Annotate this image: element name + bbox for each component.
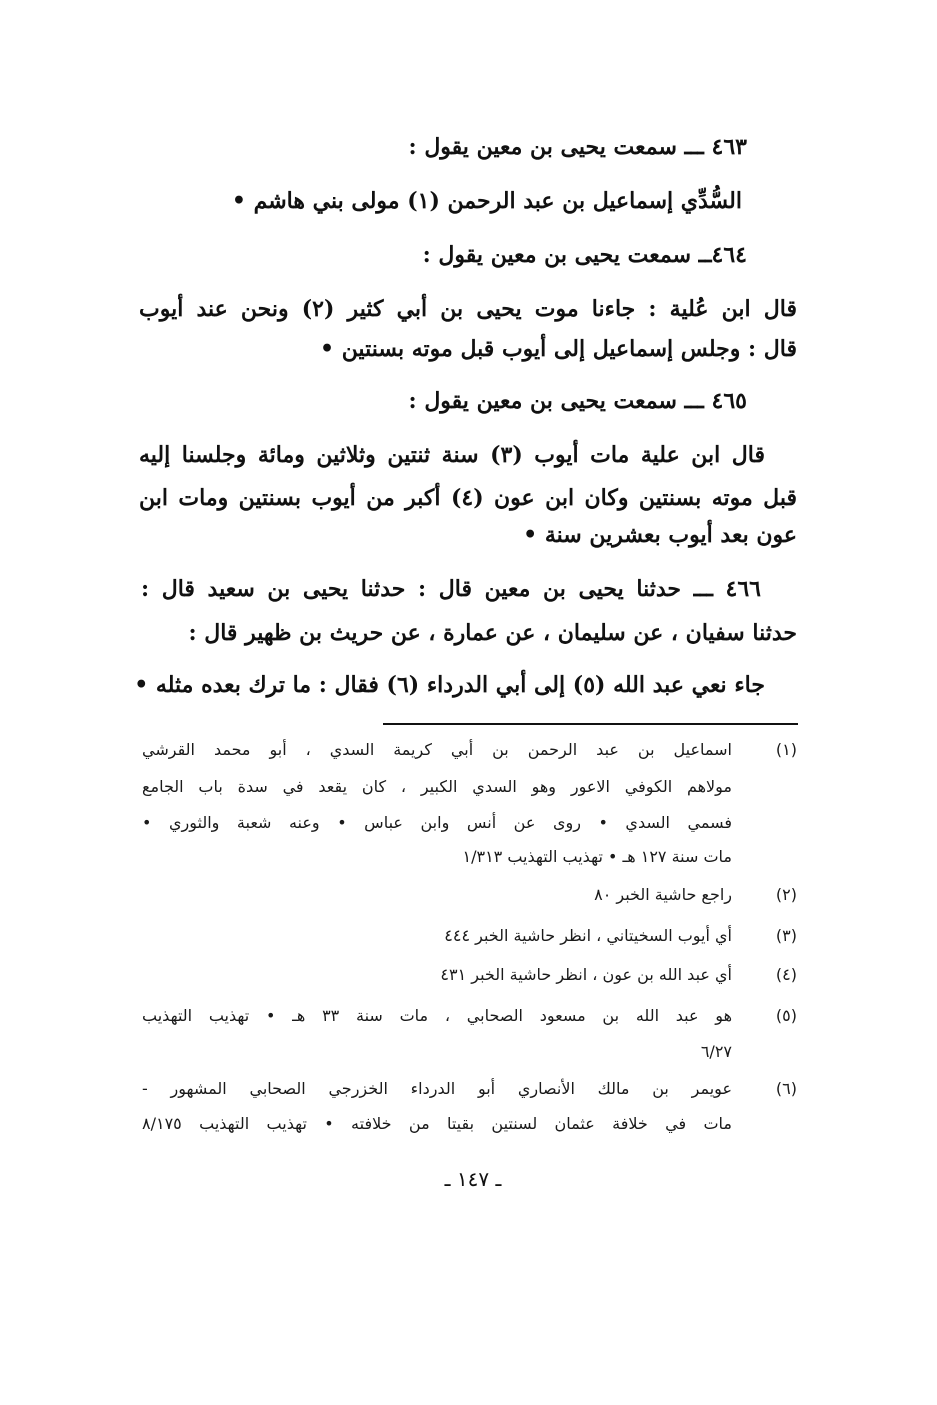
footnote-divider — [383, 723, 798, 725]
footnote-5-line-2: ٦/٢٧ — [700, 1042, 732, 1061]
page-number: ـ ١٤٧ ـ — [444, 1167, 502, 1191]
footnote-4-number: (٤) — [775, 965, 797, 984]
entry-464-line-2: قال : وجلس إسماعيل إلى أيوب قبل موته بسنتين • — [319, 336, 797, 362]
footnote-3-line-1: أي أيوب السخيتاني ، انظر حاشية الخبر ٤٤٤ — [444, 926, 732, 945]
entry-464-heading: ٤٦٤ــ سمعت يحيى بن معين يقول : — [422, 242, 747, 268]
entry-464-line-1: قال ابن عُلية : جاءنا موت يحيى بن أبي كثير (٢) ونحن عند أيوب — [139, 296, 797, 322]
footnote-5-number: (٥) — [775, 1006, 797, 1025]
footnote-1-line-4: مات سنة ١٢٧ هـ • تهذيب التهذيب ١/٣١٣ — [462, 847, 732, 866]
footnote-3-number: (٣) — [775, 926, 797, 945]
footnote-6-line-1: عويمر بن مالك الأنصاري أبو الدرداء الخزرجي الصحابي المشهور - — [142, 1079, 732, 1098]
footnote-1-line-3: فسمي السدي • روى عن أنس وابن عباس • وعنه شعبة والثوري • — [142, 813, 732, 832]
entry-465-line-2: قبل موته بسنتين وكان ابن عون (٤) أكبر من أيوب بسنتين ومات ابن — [139, 485, 797, 511]
entry-463-text: السُّدِّي إسماعيل بن عبد الرحمن (١) مولى بني هاشم • — [231, 188, 742, 214]
footnote-2-number: (٢) — [775, 885, 797, 904]
entry-466-line-2: حدثنا سفيان ، عن سليمان ، عن عمارة ، عن حريث بن ظهير قال : — [188, 620, 797, 646]
entry-465-heading: ٤٦٥ ـــ سمعت يحيى بن معين يقول : — [408, 388, 747, 414]
footnote-2-line-1: راجع حاشية الخبر ٨٠ — [594, 885, 732, 904]
footnote-1-number: (١) — [775, 740, 797, 759]
entry-465-line-1: قال ابن علية مات أيوب (٣) سنة ثنتين وثلاثين ومائة وجلسنا إليه — [139, 442, 765, 468]
footnote-6-number: (٦) — [775, 1079, 797, 1098]
entry-466-line-3: جاء نعي عبد الله (٥) إلى أبي الدرداء (٦) فقال : ما ترك بعده مثله • — [134, 672, 765, 698]
entry-463-heading: ٤٦٣ ـــ سمعت يحيى بن معين يقول : — [408, 134, 747, 160]
footnote-5-line-1: هو عبد الله بن مسعود الصحابي ، مات سنة ٣٣ هـ • تهذيب التهذيب — [142, 1006, 733, 1025]
footnote-6-line-2: مات في خلافة عثمان لسنتين بقيتا من خلافته • تهذيب التهذيب ٨/١٧٥ — [142, 1114, 732, 1133]
footnote-4-line-1: أي عبد الله بن عون ، انظر حاشية الخبر ٤٣١ — [440, 965, 732, 984]
footnote-1-line-1: اسماعيل بن عبد الرحمن بن أبي كريمة السدي ، أبو محمد القرشي — [142, 740, 732, 759]
entry-466-line-1: ٤٦٦ ـــ حدثنا يحيى بن معين قال : حدثنا يحيى بن سعيد قال : — [141, 576, 761, 602]
entry-465-line-3: عون بعد أيوب بعشرين سنة • — [523, 522, 797, 548]
footnote-1-line-2: مولاهم الكوفي الاعور وهو السدي الكبير ، كان يقعد في سدة باب الجامع — [142, 777, 732, 796]
